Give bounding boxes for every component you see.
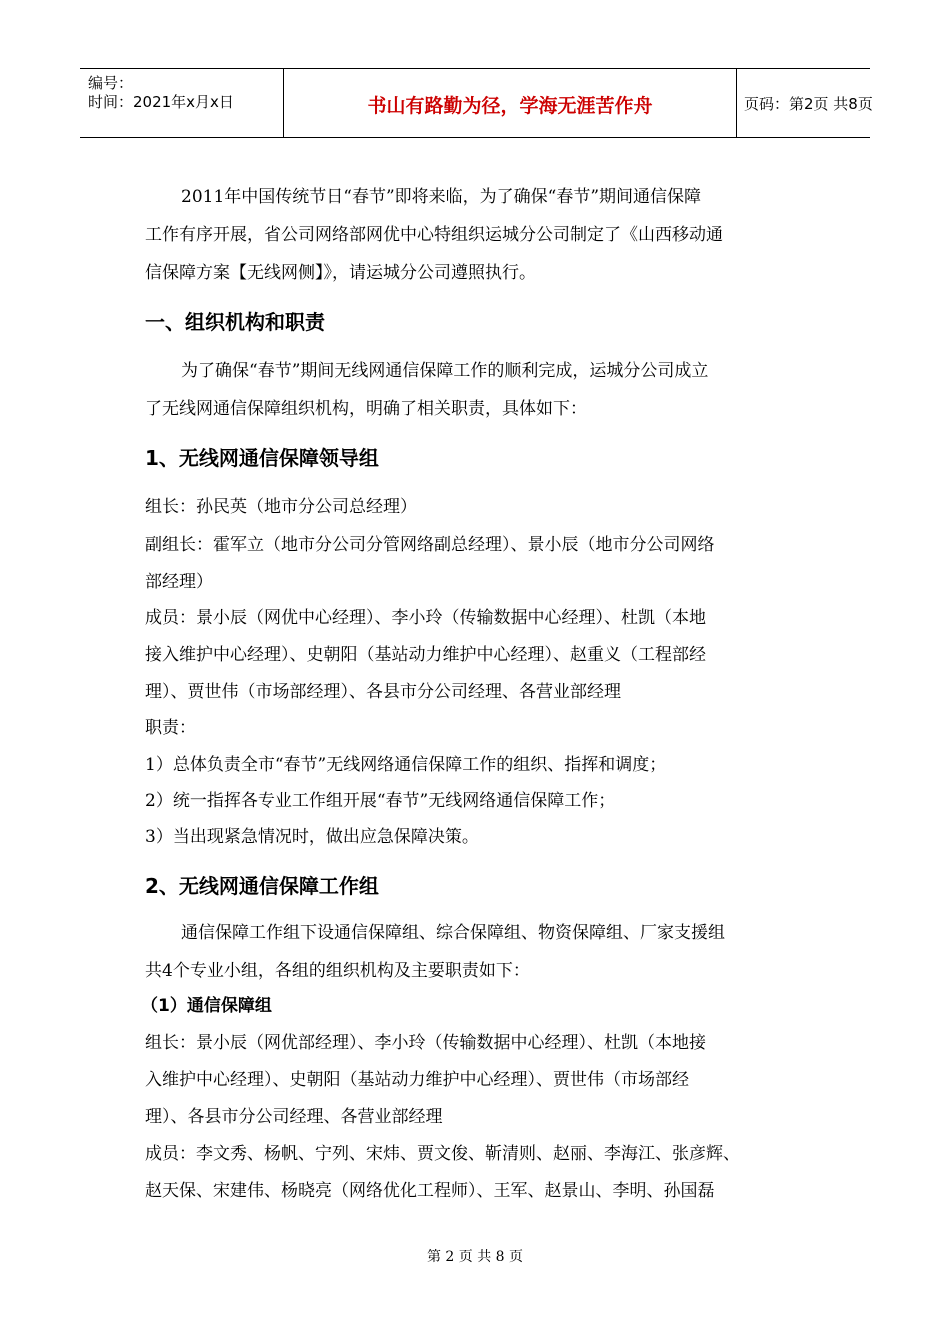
- group-1-leader-line-1: 组长：景小辰（网优部经理）、李小玲（传输数据中心经理）、杜凯（本地接: [145, 1033, 706, 1053]
- intro-line-1: 2011年中国传统节日“春节”即将来临，为了确保“春节”期间通信保障: [181, 187, 702, 207]
- intro-line-3: 信保障方案【无线网侧】》，请运城分公司遵照执行。: [145, 263, 536, 283]
- page-footer: 第 2 页 共 8 页: [426, 1249, 524, 1265]
- duty-item-2: 2）统一指挥各专业工作组开展“春节”无线网络通信保障工作；: [145, 791, 616, 811]
- section-1-title: 一、组织机构和职责: [145, 310, 325, 334]
- intro-line-2: 工作有序开展，省公司网络部网优中心特组织运城分公司制定了《山西移动通: [145, 225, 723, 245]
- group-1-title: （1）通信保障组: [141, 996, 272, 1016]
- leader-line: 组长：孙民英（地市分公司总经理）: [145, 497, 417, 517]
- members-line-1: 成员：景小辰（网优中心经理）、李小玲（传输数据中心经理）、杜凯（本地: [145, 608, 706, 628]
- subsection-2-title: 2、无线网通信保障工作组: [145, 874, 379, 898]
- header-motto: 书山有路勤为径，学海无涯苦作舟: [367, 95, 653, 117]
- header-middle-cell: [284, 69, 737, 137]
- duty-label: 职责：: [145, 718, 196, 738]
- header-left-cell: [80, 69, 284, 137]
- duty-item-1: 1）总体负责全市“春节”无线网络通信保障工作的组织、指挥和调度；: [145, 755, 667, 775]
- deputy-line-2: 部经理）: [145, 572, 213, 592]
- header-page-info: 页码：第2页 共8页: [744, 95, 873, 113]
- subsection-2-paragraph-line-1: 通信保障工作组下设通信保障组、综合保障组、物资保障组、厂家支援组: [181, 923, 725, 943]
- page-header: [80, 68, 873, 138]
- group-1-members-line-1: 成员：李文秀、杨帆、宁列、宋炜、贾文俊、靳清则、赵丽、李海江、张彦辉、: [145, 1144, 740, 1164]
- deputy-line-1: 副组长：霍军立（地市分公司分管网络副总经理）、景小辰（地市分公司网络: [145, 535, 715, 555]
- document-number-label: 编号：: [88, 74, 134, 92]
- header-right-cell: [737, 69, 873, 137]
- subsection-1-title: 1、无线网通信保障领导组: [145, 446, 379, 470]
- section-1-paragraph-line-2: 了无线网通信保障组织机构，明确了相关职责，具体如下：: [145, 399, 587, 419]
- subsection-2-paragraph-line-2: 共4个专业小组，各组的组织机构及主要职责如下：: [145, 961, 530, 981]
- group-1-members-line-2: 赵天保、宋建伟、杨晓亮（网络优化工程师）、王军、赵景山、李明、孙国磊: [145, 1181, 715, 1201]
- members-line-3: 理）、贾世伟（市场部经理）、各县市分公司经理、各营业部经理: [145, 682, 621, 702]
- members-line-2: 接入维护中心经理）、史朝阳（基站动力维护中心经理）、赵重义（工程部经: [145, 645, 706, 665]
- group-1-leader-line-3: 理）、各县市分公司经理、各营业部经理: [145, 1107, 443, 1127]
- group-1-leader-line-2: 入维护中心经理）、史朝阳（基站动力维护中心经理）、贾世伟（市场部经: [145, 1070, 689, 1090]
- duty-item-3: 3）当出现紧急情况时，做出应急保障决策。: [145, 827, 479, 847]
- section-1-paragraph-line-1: 为了确保“春节”期间无线网通信保障工作的顺利完成，运城分公司成立: [181, 361, 709, 381]
- document-date-label: 时间：2021年x月x日: [88, 93, 234, 111]
